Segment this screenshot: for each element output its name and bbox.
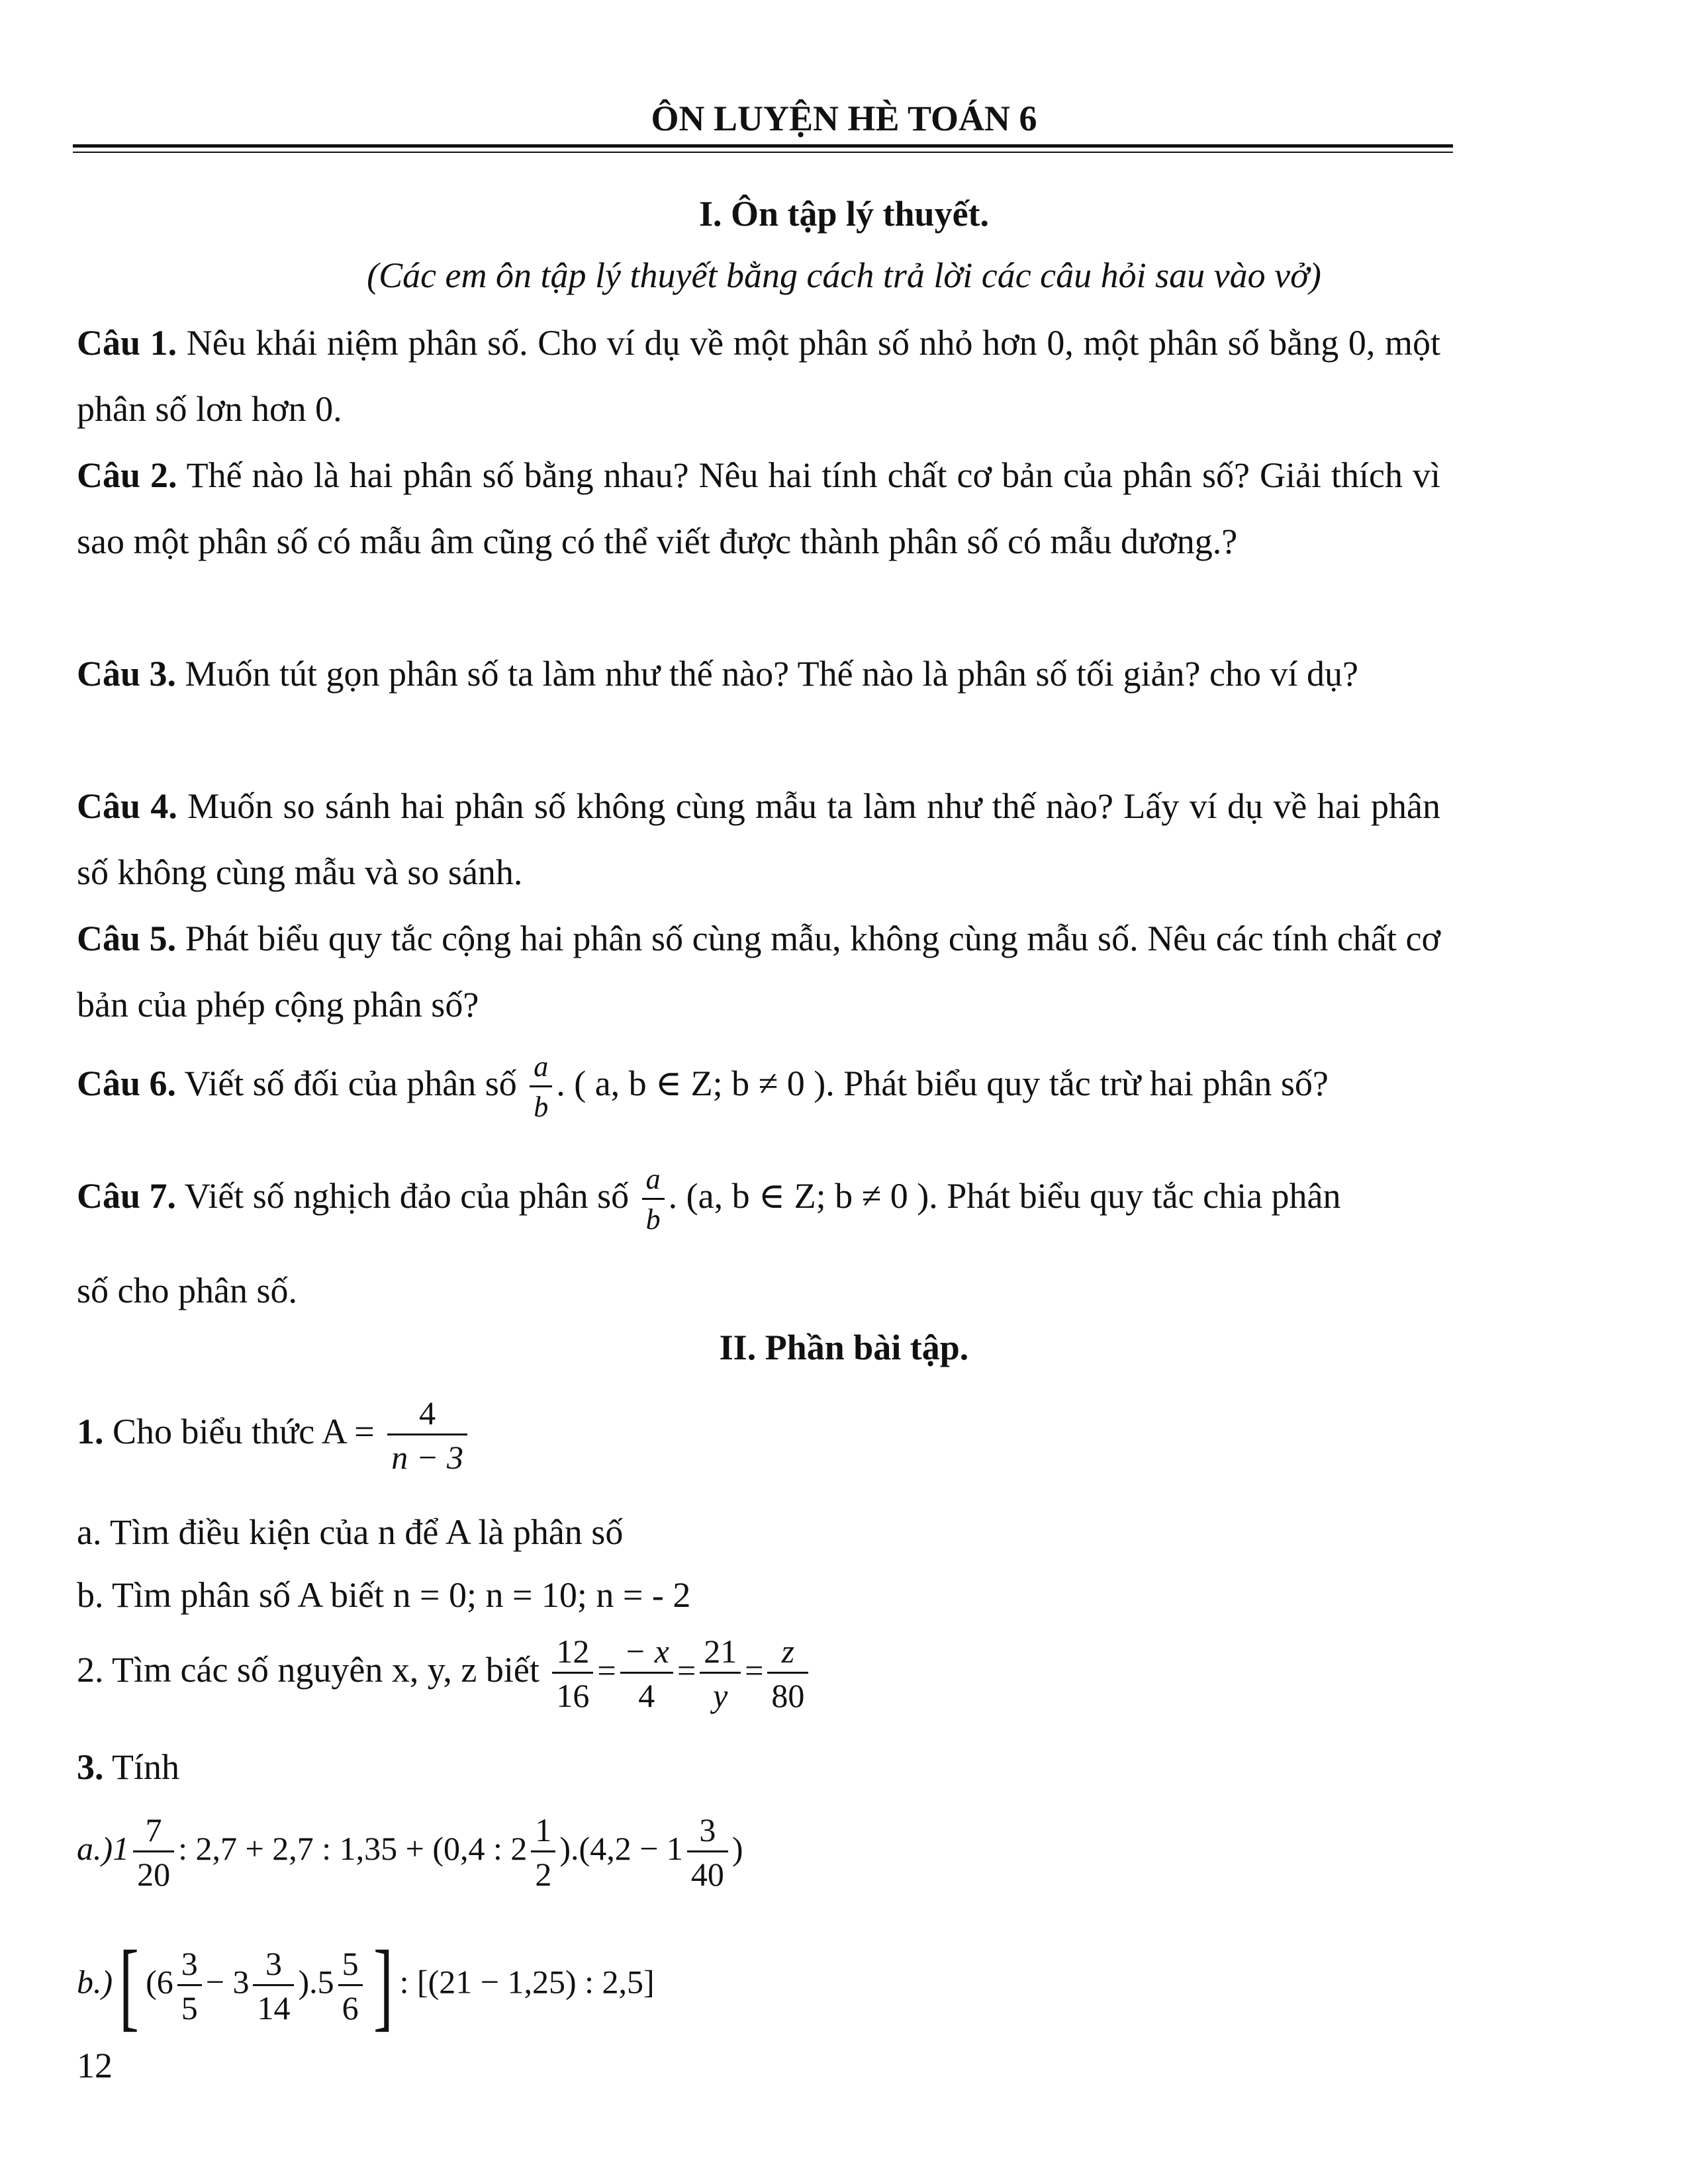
right-bracket: ] — [373, 1931, 393, 2040]
fraction-denominator: 6 — [342, 1989, 359, 2026]
question-text: Thế nào là hai phân số bằng nhau? Nêu hai tính chất cơ bản của phân số? Giải thích vì sao một phân số có mẫu âm cũng có thể viết được thành phân số có mẫu dương.? — [77, 455, 1441, 561]
header-rule-thick — [73, 144, 1453, 148]
fraction-numerator: a — [530, 1052, 552, 1087]
fraction-numerator: a — [642, 1165, 665, 1200]
fraction-4-over-n-3 — [387, 1396, 467, 1474]
fraction-denominator: 80 — [771, 1677, 805, 1714]
equals-sign: = — [677, 1651, 696, 1689]
fraction-denominator: 20 — [137, 1856, 171, 1893]
fraction-numerator: 7 — [133, 1813, 174, 1852]
question-label: Câu 7. — [77, 1175, 177, 1216]
question-label: Câu 3. — [77, 654, 177, 694]
part-label: a.)1 — [77, 1829, 130, 1867]
exercise-label: 3. — [77, 1747, 104, 1787]
page-title: ÔN LUYỆN HÈ TOÁN 6 — [651, 99, 1037, 138]
part-label: b.) — [77, 1963, 113, 2001]
left-bracket: [ — [119, 1931, 140, 2040]
fraction-3-40 — [687, 1813, 728, 1891]
exercise-text: 2. Tìm các số nguyên x, y, z biết — [77, 1649, 539, 1690]
question-label: Câu 4. — [77, 786, 177, 826]
fraction-minus-x-4 — [620, 1635, 673, 1712]
fraction-denominator: b — [645, 1203, 661, 1236]
fraction-denominator: 5 — [181, 1989, 198, 2026]
fraction-denominator: 14 — [257, 1989, 291, 2026]
expression-text: − 3 — [205, 1963, 250, 2001]
fraction-denominator: n − 3 — [391, 1439, 463, 1476]
fraction-5-6 — [338, 1944, 363, 2026]
fraction-numerator: 5 — [338, 1947, 363, 1986]
question-6 — [77, 1052, 1440, 1122]
question-5 — [77, 905, 1440, 1038]
question-text-after: . (a, b ∈ Z; b ≠ 0 ). Phát biểu quy tắc chia phân — [668, 1175, 1341, 1216]
fraction-denominator: 4 — [638, 1677, 655, 1714]
exercise-2 — [77, 1635, 1440, 1712]
question-text: Viết số nghịch đảo của phân số — [184, 1175, 630, 1216]
fraction-numerator: 3 — [177, 1947, 202, 1986]
fraction-denominator: y — [713, 1677, 728, 1714]
exercise-1 — [77, 1396, 1440, 1474]
fraction-1-2 — [531, 1813, 555, 1891]
fraction-denominator: 40 — [690, 1856, 724, 1893]
question-text: Phát biểu quy tắc cộng hai phân số cùng mẫu, không cùng mẫu số. Nêu các tính chất cơ bản của phép cộng phân số? — [77, 919, 1441, 1024]
fraction-denominator: 2 — [535, 1856, 552, 1893]
question-text: Nêu khái niệm phân số. Cho ví dụ về một phân số nhỏ hơn 0, một phân số bằng 0, một phân số lơn hơn 0. — [77, 323, 1441, 429]
question-text: Muốn so sánh hai phân số không cùng mẫu ta làm như thế nào? Lấy ví dụ về hai phân số không cùng mẫu và so sánh. — [77, 786, 1441, 892]
question-label: Câu 1. — [77, 323, 177, 363]
fraction-a-over-b — [642, 1165, 665, 1234]
fraction-12-16 — [552, 1635, 593, 1712]
fraction-numerator: z — [767, 1635, 808, 1674]
fraction-z-80 — [767, 1635, 808, 1712]
question-text-after: . ( a, b ∈ Z; b ≠ 0 ). Phát biểu quy tắc trừ hai phân số? — [556, 1063, 1329, 1103]
fraction-21-y — [700, 1635, 741, 1712]
fraction-numerator: 4 — [387, 1396, 467, 1435]
fraction-numerator: 3 — [687, 1813, 728, 1852]
question-7-line2: số cho phân số. — [77, 1271, 297, 1310]
question-text: Viết số đối của phân số — [184, 1063, 517, 1103]
question-3 — [77, 641, 1440, 707]
fraction-3-14 — [253, 1944, 294, 2026]
expression-text: : 2,7 + 2,7 : 1,35 + (0,4 : 2 — [178, 1829, 528, 1867]
fraction-denominator: b — [534, 1091, 549, 1123]
question-4 — [77, 773, 1440, 905]
expression-text: ).(4,2 − 1 — [559, 1829, 683, 1867]
expression-text: (6 — [146, 1963, 173, 2001]
question-text: Muốn tút gọn phân số ta làm như thế nào? Thế nào là phân số tối giản? cho ví dụ? — [185, 654, 1358, 694]
exercise-1b: b. Tìm phân số A biết n = 0; n = 10; n = - 2 — [77, 1575, 691, 1615]
exercise-1a: a. Tìm điều kiện của n để A là phân số — [77, 1512, 624, 1552]
fraction-7-20 — [133, 1813, 174, 1891]
fraction-numerator: 3 — [253, 1947, 294, 1986]
fraction-numerator: − x — [620, 1635, 673, 1674]
question-1 — [77, 310, 1440, 442]
fraction-denominator: 16 — [556, 1677, 590, 1714]
section1-note: (Các em ôn tập lý thuyết bằng cách trả lời các câu hỏi sau vào vở) — [367, 255, 1321, 295]
fraction-3-5 — [177, 1944, 202, 2026]
exercise-3a — [77, 1813, 743, 1891]
exercise-text: Cho biểu thức A = — [113, 1411, 375, 1451]
fraction-a-over-b — [530, 1052, 552, 1122]
equals-sign: = — [745, 1651, 764, 1689]
fraction-numerator: 21 — [700, 1635, 741, 1674]
expression-text: ) — [731, 1829, 743, 1867]
exercise-text: Tính — [112, 1747, 180, 1787]
exercise-3b — [77, 1931, 655, 2040]
fraction-numerator: 1 — [531, 1813, 555, 1852]
header-rule-thin — [73, 152, 1453, 153]
question-label: Câu 5. — [77, 919, 177, 958]
expression-text: : [(21 − 1,25) : 2,5] — [399, 1963, 655, 2001]
question-2 — [77, 442, 1440, 574]
section1-heading: I. Ôn tập lý thuyết. — [698, 194, 990, 234]
fraction-numerator: 12 — [552, 1635, 593, 1674]
exercise-3 — [77, 1734, 1440, 1800]
question-label: Câu 2. — [77, 455, 177, 495]
section2-heading: II. Phần bài tập. — [719, 1328, 969, 1367]
equals-sign: = — [597, 1651, 616, 1689]
question-label: Câu 6. — [77, 1063, 177, 1103]
expression-text: ).5 — [298, 1963, 334, 2001]
question-7 — [77, 1165, 1440, 1234]
exercise-label: 1. — [77, 1411, 104, 1451]
page-number: 12 — [77, 2046, 113, 2085]
